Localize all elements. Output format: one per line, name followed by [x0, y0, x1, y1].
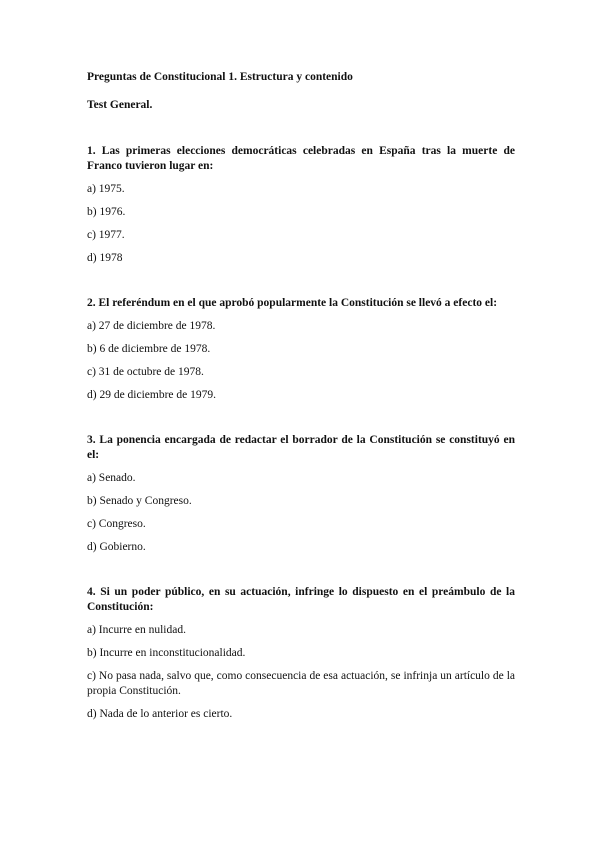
- option-c: c) 1977.: [87, 229, 125, 241]
- question-text: 3. La ponencia encargada de redactar el borrador de la Constitución se constituyó en el:: [87, 434, 515, 461]
- option-a: a) 27 de diciembre de 1978.: [87, 320, 216, 332]
- option-c: c) No pasa nada, salvo que, como consecuencia de esa actuación, se infrinja un artículo de la propia Constitución.: [87, 670, 515, 697]
- option-d: d) Nada de lo anterior es cierto.: [87, 708, 233, 720]
- question-text: 2. El referéndum en el que aprobó popularmente la Constitución se llevó a efecto el:: [87, 297, 498, 309]
- option-a: a) Senado.: [87, 472, 136, 484]
- option-b: b) Senado y Congreso.: [87, 495, 192, 507]
- option-b: b) Incurre en inconstitucionalidad.: [87, 647, 246, 659]
- document-subtitle: Test General.: [87, 99, 153, 111]
- option-d: d) 29 de diciembre de 1979.: [87, 389, 217, 401]
- option-d: d) Gobierno.: [87, 541, 146, 553]
- option-a: a) Incurre en nulidad.: [87, 624, 186, 636]
- document-title: Preguntas de Constitucional 1. Estructura y contenido: [87, 71, 353, 83]
- option-c: c) Congreso.: [87, 518, 146, 530]
- question-4: [87, 585, 515, 722]
- question-text: 1. Las primeras elecciones democráticas celebradas en España tras la muerte de Franco tuvieron lugar en:: [87, 145, 515, 172]
- question-3: [87, 433, 515, 555]
- option-b: b) 1976.: [87, 206, 126, 218]
- option-c: c) 31 de octubre de 1978.: [87, 366, 204, 378]
- question-2: [87, 296, 515, 403]
- question-1: [87, 144, 515, 266]
- question-text: 4. Si un poder público, en su actuación, infringe lo dispuesto en el preámbulo de la Constitución:: [87, 586, 515, 613]
- option-a: a) 1975.: [87, 183, 125, 195]
- option-b: b) 6 de diciembre de 1978.: [87, 343, 211, 355]
- option-d: d) 1978: [87, 252, 123, 264]
- document-content: [87, 69, 515, 752]
